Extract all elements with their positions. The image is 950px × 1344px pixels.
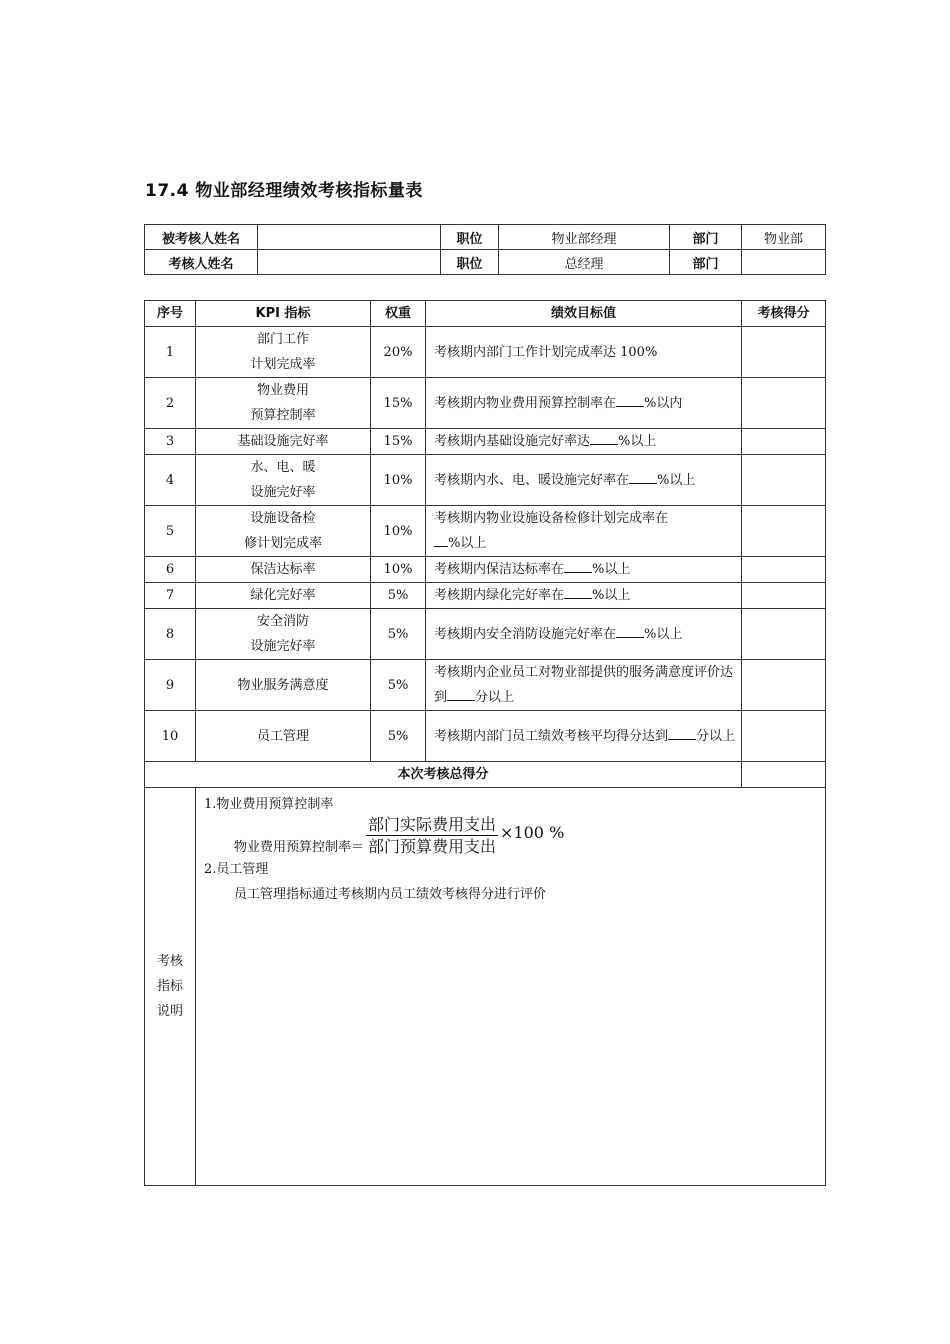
position-label: 职位 — [441, 250, 499, 275]
formula-fraction — [366, 814, 498, 857]
row-score-field[interactable] — [742, 455, 826, 506]
row-weight: 5% — [371, 660, 426, 711]
row-target: 考核期内基础设施完好率达 %以上 — [426, 429, 742, 455]
row-weight: 5% — [371, 609, 426, 660]
header-score: 考核得分 — [742, 301, 826, 327]
kpi-line: 计划完成率 — [250, 357, 316, 372]
evaluatee-name-label: 被考核人姓名 — [145, 225, 258, 250]
table-row — [145, 429, 826, 455]
row-target: 考核期内部门工作计划完成率达 100% — [426, 327, 742, 378]
row-kpi — [196, 327, 371, 378]
formula-lhs: 物业费用预算控制率＝ — [234, 840, 365, 855]
row-target: 考核期内绿化完好率在 %以上 — [426, 583, 742, 609]
row-score-field[interactable] — [742, 583, 826, 609]
row-no: 9 — [145, 660, 196, 711]
kpi-line: 设施设备检 — [250, 511, 316, 526]
row-kpi — [196, 378, 371, 429]
header-kpi: KPI 指标 — [196, 301, 371, 327]
row-weight: 5% — [371, 583, 426, 609]
row-score-field[interactable] — [742, 327, 826, 378]
evaluatee-position-value: 物业部经理 — [499, 225, 670, 250]
row-target: 考核期内企业员工对物业部提供的服务满意度评价达到 分以上 — [426, 660, 742, 711]
row-weight: 10% — [371, 557, 426, 583]
row-target: 考核期内安全消防设施完好率在 %以上 — [426, 609, 742, 660]
row-score-field[interactable] — [742, 378, 826, 429]
row-target: 考核期内物业费用预算控制率在 %以内 — [426, 378, 742, 429]
row-weight: 10% — [371, 455, 426, 506]
row-target: 考核期内部门员工绩效考核平均得分达到 分以上 — [426, 711, 742, 762]
note-item-text: 员工管理指标通过考核期内员工绩效考核得分进行评价 — [234, 887, 547, 902]
row-weight: 15% — [371, 429, 426, 455]
total-score-label: 本次考核总得分 — [145, 762, 742, 788]
row-kpi — [196, 455, 371, 506]
row-no: 2 — [145, 378, 196, 429]
header-no: 序号 — [145, 301, 196, 327]
row-score-field[interactable] — [742, 660, 826, 711]
kpi-line: 安全消防 — [256, 614, 309, 629]
row-weight: 5% — [371, 711, 426, 762]
fill-blank[interactable] — [616, 392, 644, 407]
fill-blank[interactable] — [564, 584, 592, 599]
page-title: 17.4 物业部经理绩效考核指标量表 — [145, 181, 423, 201]
table-row — [145, 609, 826, 660]
table-row — [145, 583, 826, 609]
fill-blank[interactable] — [434, 532, 448, 547]
row-kpi: 绿化完好率 — [196, 583, 371, 609]
kpi-line: 修计划完成率 — [243, 536, 322, 551]
row-no: 4 — [145, 455, 196, 506]
table-row — [145, 506, 826, 557]
notes-content — [196, 788, 826, 1186]
formula-denominator: 部门预算费用支出 — [368, 837, 497, 856]
table-row — [145, 455, 826, 506]
fill-blank[interactable] — [447, 686, 475, 701]
kpi-line: 部门工作 — [256, 332, 309, 347]
row-target: 考核期内物业设施设备检修计划完成率在 %以上 — [426, 506, 742, 557]
row-no: 3 — [145, 429, 196, 455]
row-kpi: 物业服务满意度 — [196, 660, 371, 711]
table-row — [145, 327, 826, 378]
row-kpi: 保洁达标率 — [196, 557, 371, 583]
table-row — [145, 557, 826, 583]
evaluatee-name-field[interactable] — [258, 225, 441, 250]
fill-blank[interactable] — [616, 623, 644, 638]
row-no: 8 — [145, 609, 196, 660]
evaluator-position-value: 总经理 — [499, 250, 670, 275]
evaluator-info-table — [144, 224, 826, 275]
kpi-line: 设施完好率 — [250, 485, 316, 500]
formula-multiplier: ×100 % — [500, 823, 565, 842]
row-target: 考核期内水、电、暖设施完好率在 %以上 — [426, 455, 742, 506]
evaluator-department-field[interactable] — [742, 250, 826, 275]
row-no: 10 — [145, 711, 196, 762]
row-score-field[interactable] — [742, 506, 826, 557]
department-label: 部门 — [670, 250, 742, 275]
fill-blank[interactable] — [590, 430, 618, 445]
row-weight: 10% — [371, 506, 426, 557]
note-item-title: 2.员工管理 — [204, 862, 269, 877]
row-score-field[interactable] — [742, 557, 826, 583]
row-no: 1 — [145, 327, 196, 378]
row-no: 5 — [145, 506, 196, 557]
row-weight: 15% — [371, 378, 426, 429]
header-target: 绩效目标值 — [426, 301, 742, 327]
evaluator-name-field[interactable] — [258, 250, 441, 275]
evaluatee-row — [145, 225, 826, 250]
row-kpi: 员工管理 — [196, 711, 371, 762]
notes-label: 考核 指标 说明 — [145, 788, 196, 1186]
row-target: 考核期内保洁达标率在 %以上 — [426, 557, 742, 583]
table-row — [145, 711, 826, 762]
row-no: 7 — [145, 583, 196, 609]
kpi-line: 预算控制率 — [250, 408, 316, 423]
note-item-title: 1.物业费用预算控制率 — [204, 797, 334, 812]
evaluator-row — [145, 250, 826, 275]
total-row — [145, 762, 826, 788]
row-weight: 20% — [371, 327, 426, 378]
table-row — [145, 378, 826, 429]
formula-numerator: 部门实际费用支出 — [368, 815, 497, 834]
total-score-field[interactable] — [742, 762, 826, 788]
row-score-field[interactable] — [742, 609, 826, 660]
row-kpi: 基础设施完好率 — [196, 429, 371, 455]
kpi-line: 物业费用 — [256, 383, 309, 398]
row-no: 6 — [145, 557, 196, 583]
kpi-line: 水、电、暖 — [250, 460, 316, 475]
row-kpi — [196, 506, 371, 557]
fill-blank[interactable] — [668, 725, 696, 740]
kpi-table — [144, 300, 826, 1186]
evaluatee-department-value: 物业部 — [742, 225, 826, 250]
kpi-line: 设施完好率 — [250, 639, 316, 654]
row-kpi — [196, 609, 371, 660]
fill-blank[interactable] — [564, 558, 592, 573]
kpi-header-row — [145, 301, 826, 327]
row-score-field[interactable] — [742, 429, 826, 455]
budget-control-formula — [204, 817, 817, 857]
evaluator-name-label: 考核人姓名 — [145, 250, 258, 275]
table-row — [145, 660, 826, 711]
department-label: 部门 — [670, 225, 742, 250]
notes-row — [145, 788, 826, 1186]
fill-blank[interactable] — [629, 469, 657, 484]
header-weight: 权重 — [371, 301, 426, 327]
position-label: 职位 — [441, 225, 499, 250]
row-score-field[interactable] — [742, 711, 826, 762]
